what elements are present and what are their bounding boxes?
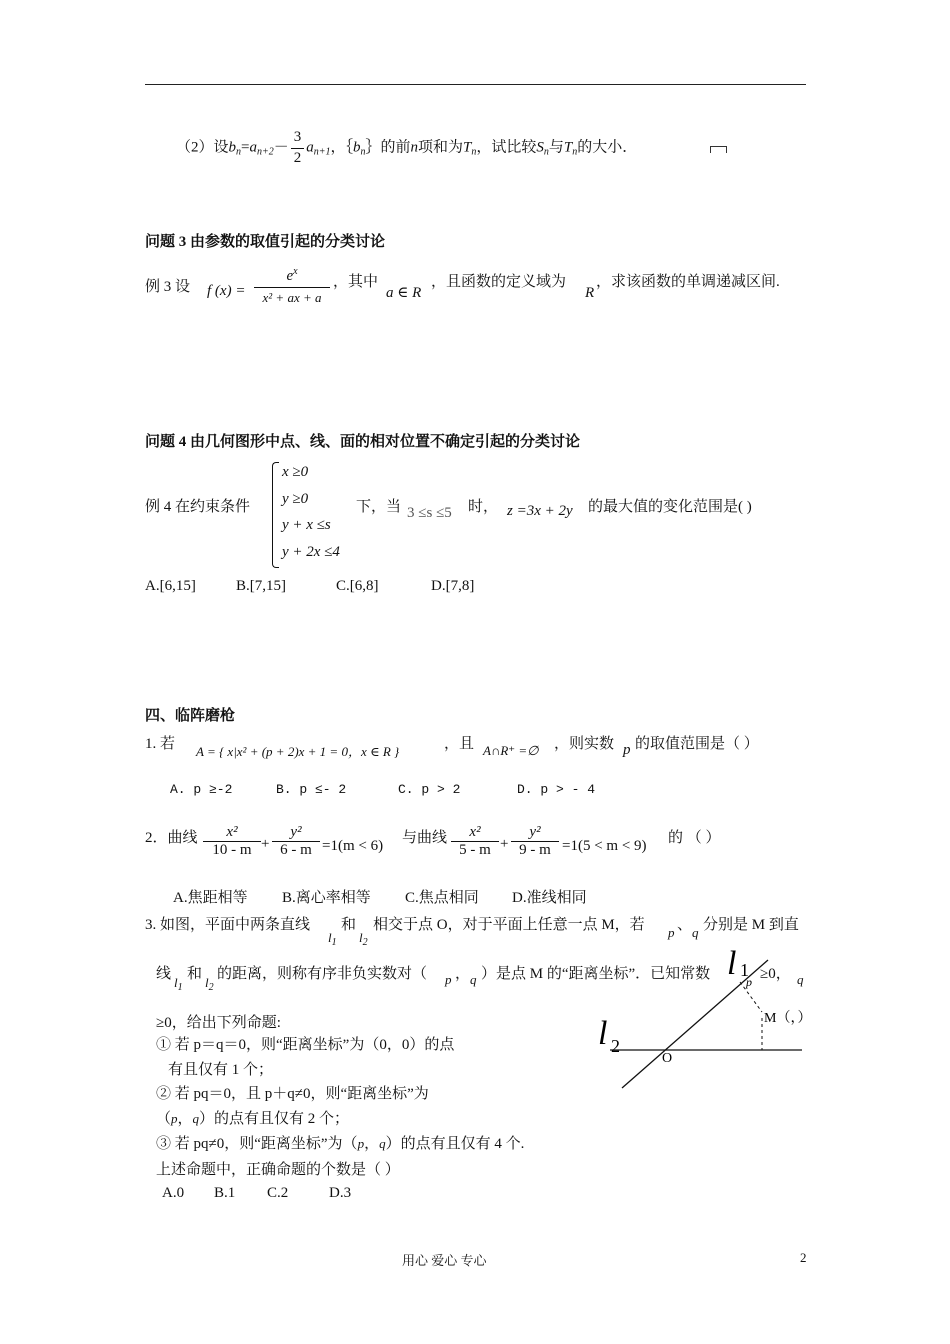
p2-end: 的 （ ） bbox=[668, 830, 721, 846]
p3-p1: p bbox=[668, 925, 675, 940]
q4-brace bbox=[272, 462, 279, 568]
sec4-heading: 四、临阵磨枪 bbox=[145, 708, 236, 724]
p1-text2: ，则实数 bbox=[554, 736, 615, 752]
q4-option-c: C.[6,8] bbox=[336, 578, 379, 594]
q4-text1: 下，当 bbox=[356, 499, 402, 515]
q3-R: R bbox=[585, 285, 595, 301]
q4-z: z =3x + 2y bbox=[507, 503, 573, 519]
p3-dun: 、 bbox=[677, 917, 693, 933]
q4-text2: 时， bbox=[468, 499, 499, 515]
p3-line2a: 线 bbox=[156, 966, 172, 982]
p1-p: p bbox=[623, 742, 631, 758]
p3-option-a: A.0 bbox=[162, 1185, 185, 1201]
p3-l1: $l_1$ bbox=[328, 930, 337, 948]
p3-option-c: C.2 bbox=[267, 1185, 289, 1201]
p3-and2: 和 bbox=[187, 966, 203, 982]
p1-option-c: C. p > 2 bbox=[398, 782, 461, 797]
q3-cond: a ∈ R bbox=[386, 285, 422, 301]
q3-text2: ，且函数的定义域为 bbox=[431, 274, 567, 290]
p3-item2b: （p，q）的点有且仅有 2 个； bbox=[156, 1111, 350, 1127]
p3-item3: ③ 若 pq≠0，则“距离坐标”为（p，q）的点有且仅有 4 个. bbox=[156, 1136, 525, 1152]
p3-line2c: ）是点 M 的“距离坐标”．已知常数 bbox=[481, 966, 711, 982]
p3-option-b: B.1 bbox=[214, 1185, 236, 1201]
p2-option-b: B.离心率相等 bbox=[282, 890, 371, 906]
label-l1-sub: 1 bbox=[740, 960, 749, 980]
label-M: M（，） bbox=[764, 1011, 812, 1026]
p3-option-d: D.3 bbox=[329, 1185, 352, 1201]
p2-plus1: + bbox=[261, 836, 270, 852]
p3-and: 和 bbox=[341, 917, 357, 933]
part2-line: （2）设$b_n=a_{n+2}-$ $\frac{3}{2}$ $a_{n+1}$，$\{b_n\}$的前n项和为$T_n$，试比较$S_n$与$T_n$的大小． bbox=[176, 128, 637, 171]
p2-option-c: C.焦点相同 bbox=[405, 890, 479, 906]
q4-heading: 问题 4 由几何图形中点、线、面的相对位置不确定引起的分类讨论 bbox=[145, 434, 581, 450]
header-rule bbox=[145, 84, 806, 85]
p3-line2d: ≥0， bbox=[760, 966, 791, 982]
p3-l2b: $l_2$ bbox=[205, 975, 214, 993]
p3-q1: q bbox=[692, 925, 699, 940]
p2-frac2: y² 6 - m bbox=[272, 824, 320, 859]
p1-cap: A∩R⁺ =∅ bbox=[483, 743, 539, 758]
constraint-2: y ≥0 bbox=[282, 491, 309, 507]
p2-eq2: =1(5 < m < 9) bbox=[562, 838, 647, 854]
p1-set: A = { x|x² + (p + 2)x + 1 = 0，x ∈ R } bbox=[196, 744, 400, 759]
q3-text3: ，求该函数的单调递减区间. bbox=[596, 274, 780, 290]
p2-option-a: A.焦距相等 bbox=[173, 890, 248, 906]
p3-line1c: 分别是 M 到直 bbox=[703, 917, 799, 933]
p3-l2: $l_2$ bbox=[359, 930, 368, 948]
p2-plus2: + bbox=[500, 836, 509, 852]
constraint-1: x ≥0 bbox=[282, 464, 309, 480]
p3-item1b: 有且仅有 1 个； bbox=[168, 1062, 274, 1078]
p3-q2: q bbox=[470, 972, 477, 987]
p2-mid: 与曲线 bbox=[402, 830, 448, 846]
p2-num: 2．曲线 bbox=[145, 830, 198, 846]
label-origin: O bbox=[662, 1051, 673, 1066]
q4-range: 3 ≤s ≤5 bbox=[407, 505, 452, 521]
p1-text3: 的取值范围是（ ） bbox=[635, 736, 759, 752]
p3-line1a: 3. 如图，平面中两条直线 bbox=[145, 917, 311, 933]
footer-motto: 用心 爱心 专心 bbox=[402, 1253, 487, 1268]
q4-option-d: D.[7,8] bbox=[431, 578, 475, 594]
p3-item2a: ② 若 pq＝0，且 p＋q≠0，则“距离坐标”为 bbox=[156, 1086, 429, 1102]
q3-text1: ，其中 bbox=[333, 274, 379, 290]
p3-line1b: 相交于点 O，对于平面上任意一点 M，若 bbox=[373, 917, 645, 933]
p3-line3: ≥0，给出下列命题: bbox=[156, 1015, 281, 1031]
label-l2-sub: 2 bbox=[611, 1036, 620, 1056]
q3-fraction: $e^x$ x² + ax + a bbox=[254, 266, 330, 306]
p2-frac1: x² 10 - m bbox=[203, 824, 261, 859]
p1-option-d: D. p > - 4 bbox=[517, 782, 596, 797]
p2-option-d: D.准线相同 bbox=[512, 890, 587, 906]
p1-option-b: B. p ≤- 2 bbox=[276, 782, 347, 797]
p3-item1a: ① 若 p＝q＝0，则“距离坐标”为（0，0）的点 bbox=[156, 1037, 455, 1053]
q3-fx: f (x) = bbox=[207, 283, 246, 299]
p2-eq1: =1(m < 6) bbox=[322, 838, 384, 854]
label-p: p bbox=[746, 975, 752, 989]
constraint-4: y + 2x ≤4 bbox=[282, 544, 340, 560]
p3-l1b: $l_1$ bbox=[174, 975, 183, 993]
p1-num: 1. 若 bbox=[145, 736, 176, 752]
p2-frac3: x² 5 - m bbox=[451, 824, 499, 859]
label-l2: l bbox=[598, 1015, 608, 1052]
q3-heading: 问题 3 由参数的取值引起的分类讨论 bbox=[145, 234, 386, 250]
q4-option-b: B.[7,15] bbox=[236, 578, 286, 594]
edit-mark bbox=[710, 146, 727, 153]
fraction-three-halves: $\frac{3}{2}$ bbox=[291, 128, 305, 168]
q4-text3: 的最大值的变化范围是( ) bbox=[588, 499, 752, 515]
label-l1: l bbox=[727, 945, 737, 982]
distance-figure bbox=[590, 940, 815, 1095]
q4-example: 例 4 在约束条件 bbox=[145, 499, 251, 515]
p3-p2: p bbox=[445, 972, 452, 987]
p3-q3: q bbox=[797, 972, 804, 987]
q4-option-a: A.[6,15] bbox=[145, 578, 196, 594]
p2-frac4: y² 9 - m bbox=[511, 824, 559, 859]
page-number: 2 bbox=[800, 1250, 807, 1265]
q3-example: 例 3 设 bbox=[145, 279, 191, 295]
p1-option-a: A. p ≥-2 bbox=[170, 782, 233, 797]
p3-conclusion: 上述命题中，正确命题的个数是（ ） bbox=[156, 1162, 400, 1178]
p1-text1: ，且 bbox=[444, 736, 475, 752]
p3-line2b: 的距离，则称有序非负实数对（ bbox=[217, 966, 428, 982]
constraint-3: y + x ≤s bbox=[282, 517, 331, 533]
p3-comma2: ， bbox=[455, 966, 471, 982]
